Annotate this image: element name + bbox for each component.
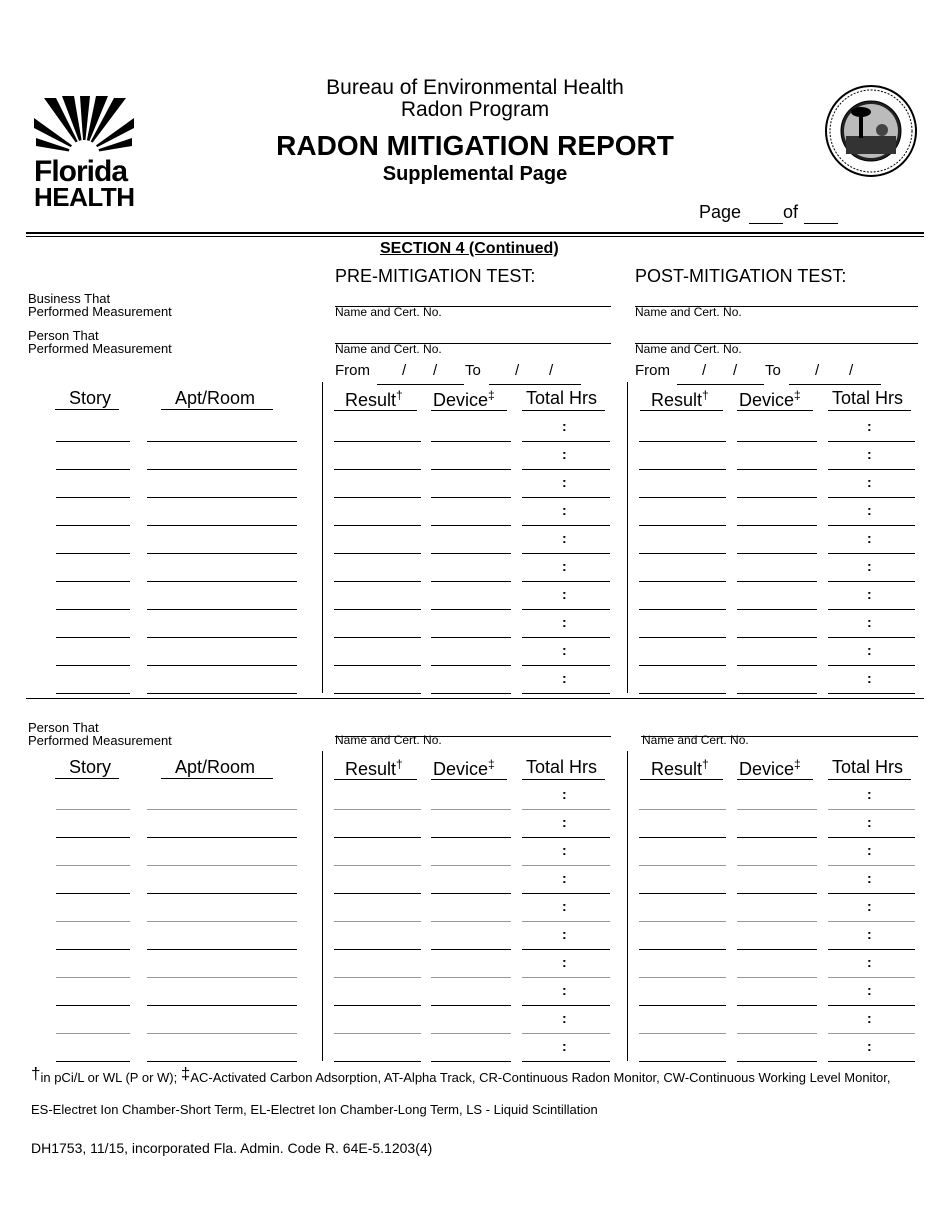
story-input-1-7[interactable] <box>56 585 130 610</box>
apt-input-1-5[interactable] <box>147 529 297 554</box>
pre-col-device-2 <box>433 757 495 780</box>
pre-device-input-1-5[interactable] <box>431 529 511 554</box>
story-input-1-1[interactable] <box>56 417 130 442</box>
post-total-colon-1-5: : <box>867 530 872 546</box>
pre-device-input-1-9[interactable] <box>431 641 511 666</box>
pre-device-input-1-1[interactable] <box>431 417 511 442</box>
program-name: Radon Program <box>400 98 550 121</box>
pre-business-caption: Name and Cert. No. <box>335 305 442 319</box>
apt-input-2-8[interactable] <box>147 981 297 1006</box>
section-label: SECTION 4 (Continued) <box>380 240 559 257</box>
pre-col-total-1: Total Hrs <box>526 388 598 408</box>
pre-from-date-input[interactable] <box>377 360 464 385</box>
post-person-caption-2: Name and Cert. No. <box>642 733 749 747</box>
pre-result-input-2-2[interactable] <box>334 813 421 838</box>
post-from-slash-1: / <box>702 362 707 379</box>
pre-total-colon-1-5: : <box>562 530 567 546</box>
pre-result-input-2-4[interactable] <box>334 869 421 894</box>
post-result-input-2-9[interactable] <box>639 1009 726 1034</box>
pre-result-input-1-5[interactable] <box>334 529 421 554</box>
pre-person-name-input[interactable] <box>335 319 611 344</box>
apt-input-1-1[interactable] <box>147 417 297 442</box>
post-device-underline-2 <box>737 779 813 780</box>
story-input-1-4[interactable] <box>56 501 130 526</box>
apt-input-2-2[interactable] <box>147 813 297 838</box>
post-total-colon-1-7: : <box>867 586 872 602</box>
person-label-2-line1: Person That <box>28 720 99 735</box>
pre-total-colon-2-5: : <box>562 898 567 914</box>
story-input-2-10[interactable] <box>56 1037 130 1062</box>
pre-total-underline-2 <box>522 779 605 780</box>
pre-result-input-1-8[interactable] <box>334 613 421 638</box>
page-subtitle: Supplemental Page <box>382 163 568 185</box>
person-label-line2: Performed Measurement <box>28 341 172 356</box>
post-total-colon-2-1: : <box>867 786 872 802</box>
footnote-ddagger: ‡ <box>180 1064 191 1083</box>
pre-total-colon-2-6: : <box>562 926 567 942</box>
apt-input-1-2[interactable] <box>147 445 297 470</box>
post-device-text-1: Device <box>739 390 795 410</box>
post-result-input-2-1[interactable] <box>639 785 726 810</box>
post-from-label: From <box>635 362 670 379</box>
apt-input-2-3[interactable] <box>147 841 297 866</box>
bureau-name: Bureau of Environmental Health <box>326 76 624 99</box>
post-device-input-1-2[interactable] <box>737 445 817 470</box>
apt-input-1-6[interactable] <box>147 557 297 582</box>
post-total-colon-2-8: : <box>867 982 872 998</box>
post-device-input-2-10[interactable] <box>737 1037 817 1062</box>
business-label-line2: Performed Measurement <box>28 304 172 319</box>
pre-result-input-2-5[interactable] <box>334 897 421 922</box>
pre-total-colon-1-9: : <box>562 642 567 658</box>
pre-device-input-2-8[interactable] <box>431 981 511 1006</box>
post-total-underline-1 <box>828 410 911 411</box>
footnote-1 <box>31 1064 891 1085</box>
pre-result-input-2-10[interactable] <box>334 1037 421 1062</box>
post-result-input-1-6[interactable] <box>639 557 726 582</box>
story-input-1-6[interactable] <box>56 557 130 582</box>
pre-total-colon-1-1: : <box>562 418 567 434</box>
post-business-caption: Name and Cert. No. <box>635 305 742 319</box>
pre-result-sup-2: † <box>396 757 403 771</box>
story-input-2-4[interactable] <box>56 869 130 894</box>
post-device-input-2-1[interactable] <box>737 785 817 810</box>
post-result-input-2-5[interactable] <box>639 897 726 922</box>
story-input-1-9[interactable] <box>56 641 130 666</box>
pre-person-caption-2: Name and Cert. No. <box>335 733 442 747</box>
post-device-input-2-7[interactable] <box>737 953 817 978</box>
post-total-colon-2-10: : <box>867 1038 872 1054</box>
pre-device-text-2: Device <box>433 759 489 779</box>
page-total-input[interactable] <box>804 202 838 224</box>
form-identifier: DH1753, 11/15, incorporated Fla. Admin. Code R. 64E-5.1203(4) <box>31 1140 433 1156</box>
pre-total-colon-1-7: : <box>562 586 567 602</box>
post-device-input-2-3[interactable] <box>737 841 817 866</box>
footnote-1b: AC-Activated Carbon Adsorption, AT-Alpha Track, CR-Continuous Radon Monitor, CW-Continuous Working Level Monitor, <box>190 1070 891 1085</box>
post-result-input-2-6[interactable] <box>639 925 726 950</box>
post-result-input-2-2[interactable] <box>639 813 726 838</box>
col-header-story-2 <box>55 757 119 779</box>
apt-input-2-1[interactable] <box>147 785 297 810</box>
post-device-input-1-5[interactable] <box>737 529 817 554</box>
post-result-input-1-10[interactable] <box>639 669 726 694</box>
story-input-1-8[interactable] <box>56 613 130 638</box>
pre-device-input-2-2[interactable] <box>431 813 511 838</box>
header-divider-2 <box>26 236 924 237</box>
footnote-dagger: † <box>31 1064 41 1083</box>
post-result-input-1-5[interactable] <box>639 529 726 554</box>
pre-to-label: To <box>465 362 481 379</box>
pre-vertical-divider-2 <box>322 751 323 1061</box>
post-col-device-1 <box>739 388 801 411</box>
story-input-2-2[interactable] <box>56 813 130 838</box>
story-input-2-8[interactable] <box>56 981 130 1006</box>
pre-total-colon-1-4: : <box>562 502 567 518</box>
post-result-input-1-2[interactable] <box>639 445 726 470</box>
post-device-text-2: Device <box>739 759 795 779</box>
pre-result-input-1-1[interactable] <box>334 417 421 442</box>
pre-result-text-2: Result <box>345 759 397 779</box>
pre-col-result-2 <box>345 757 403 780</box>
pre-result-input-2-8[interactable] <box>334 981 421 1006</box>
footnote-1a: in pCi/L or WL (P or W); <box>40 1070 178 1085</box>
story-input-2-9[interactable] <box>56 1009 130 1034</box>
pre-device-sup-2: ‡ <box>488 757 495 771</box>
pre-device-input-1-2[interactable] <box>431 445 511 470</box>
post-device-input-1-3[interactable] <box>737 473 817 498</box>
apt-input-1-8[interactable] <box>147 613 297 638</box>
person-label-line1: Person That <box>28 328 99 343</box>
post-result-input-1-1[interactable] <box>639 417 726 442</box>
pre-result-text-1: Result <box>345 390 397 410</box>
post-device-input-2-8[interactable] <box>737 981 817 1006</box>
pre-device-sup-1: ‡ <box>488 388 495 402</box>
post-result-underline-1 <box>640 410 723 411</box>
pre-total-colon-1-8: : <box>562 614 567 630</box>
post-col-result-1 <box>651 388 709 411</box>
pre-device-input-2-3[interactable] <box>431 841 511 866</box>
person-label <box>28 329 172 355</box>
post-device-underline-1 <box>737 410 813 411</box>
pre-total-colon-2-9: : <box>562 1010 567 1026</box>
post-result-text-1: Result <box>651 390 703 410</box>
pre-result-underline-1 <box>334 410 417 411</box>
post-result-input-1-3[interactable] <box>639 473 726 498</box>
apt-input-2-6[interactable] <box>147 925 297 950</box>
pre-result-input-2-1[interactable] <box>334 785 421 810</box>
story-input-2-3[interactable] <box>56 841 130 866</box>
logo-text-health: HEALTH <box>34 182 135 212</box>
post-device-input-1-1[interactable] <box>737 417 817 442</box>
post-device-input-1-6[interactable] <box>737 557 817 582</box>
pre-total-colon-2-7: : <box>562 954 567 970</box>
pre-from-slash-1: / <box>402 362 407 379</box>
pre-device-input-1-3[interactable] <box>431 473 511 498</box>
story-input-1-5[interactable] <box>56 529 130 554</box>
apt-input-1-7[interactable] <box>147 585 297 610</box>
page-of-label: of <box>783 202 799 222</box>
pre-total-colon-2-1: : <box>562 786 567 802</box>
pre-result-input-1-6[interactable] <box>334 557 421 582</box>
page-title: RADON MITIGATION REPORT <box>276 130 674 161</box>
pre-device-input-2-5[interactable] <box>431 897 511 922</box>
pre-device-input-1-7[interactable] <box>431 585 511 610</box>
col-header-story-text-2: Story <box>55 757 119 779</box>
pre-device-input-2-4[interactable] <box>431 869 511 894</box>
post-total-colon-1-9: : <box>867 642 872 658</box>
post-from-slash-2: / <box>733 362 738 379</box>
person-label-2 <box>28 721 172 747</box>
apt-input-1-3[interactable] <box>147 473 297 498</box>
pre-result-input-2-6[interactable] <box>334 925 421 950</box>
pre-col-device-1 <box>433 388 495 411</box>
pre-col-result-1 <box>345 388 403 411</box>
pre-person-caption: Name and Cert. No. <box>335 342 442 356</box>
post-col-total-2: Total Hrs <box>832 757 904 777</box>
post-result-input-1-4[interactable] <box>639 501 726 526</box>
block-divider <box>26 698 924 699</box>
post-device-input-1-10[interactable] <box>737 669 817 694</box>
post-total-colon-2-5: : <box>867 898 872 914</box>
post-result-underline-2 <box>640 779 723 780</box>
col-header-apt-1 <box>161 388 273 410</box>
post-result-sup-1: † <box>702 388 709 402</box>
pre-total-colon-1-2: : <box>562 446 567 462</box>
post-vertical-divider-1 <box>627 382 628 693</box>
page-label: Page <box>699 202 742 222</box>
pre-device-input-2-1[interactable] <box>431 785 511 810</box>
post-total-colon-2-4: : <box>867 870 872 886</box>
apt-input-1-10[interactable] <box>147 669 297 694</box>
pre-mitigation-title: PRE-MITIGATION TEST: <box>335 266 536 286</box>
post-from-date-input[interactable] <box>677 360 764 385</box>
post-result-input-1-9[interactable] <box>639 641 726 666</box>
post-vertical-divider-2 <box>627 751 628 1061</box>
post-device-input-2-2[interactable] <box>737 813 817 838</box>
pre-to-slash-1: / <box>515 362 520 379</box>
post-total-colon-2-2: : <box>867 814 872 830</box>
post-result-input-2-10[interactable] <box>639 1037 726 1062</box>
pre-device-input-2-7[interactable] <box>431 953 511 978</box>
apt-input-1-4[interactable] <box>147 501 297 526</box>
apt-input-2-4[interactable] <box>147 869 297 894</box>
pre-result-input-1-4[interactable] <box>334 501 421 526</box>
post-col-device-2 <box>739 757 801 780</box>
post-device-input-1-8[interactable] <box>737 613 817 638</box>
post-result-input-2-3[interactable] <box>639 841 726 866</box>
story-input-2-5[interactable] <box>56 897 130 922</box>
post-device-input-2-6[interactable] <box>737 925 817 950</box>
pre-device-input-1-4[interactable] <box>431 501 511 526</box>
pre-device-input-1-10[interactable] <box>431 669 511 694</box>
apt-input-2-7[interactable] <box>147 953 297 978</box>
story-input-1-2[interactable] <box>56 445 130 470</box>
post-to-slash-2: / <box>849 362 854 379</box>
pre-total-colon-1-10: : <box>562 670 567 686</box>
pre-vertical-divider-1 <box>322 382 323 693</box>
post-col-result-2 <box>651 757 709 780</box>
pre-col-total-2: Total Hrs <box>526 757 598 777</box>
story-input-2-6[interactable] <box>56 925 130 950</box>
story-input-2-1[interactable] <box>56 785 130 810</box>
pre-total-colon-1-3: : <box>562 474 567 490</box>
pre-result-input-1-7[interactable] <box>334 585 421 610</box>
post-result-text-2: Result <box>651 759 703 779</box>
post-device-sup-2: ‡ <box>794 757 801 771</box>
apt-input-2-5[interactable] <box>147 897 297 922</box>
logo-text-florida: Florida <box>34 155 128 188</box>
post-total-colon-1-1: : <box>867 418 872 434</box>
pre-device-input-2-10[interactable] <box>431 1037 511 1062</box>
post-device-input-2-4[interactable] <box>737 869 817 894</box>
post-device-input-2-9[interactable] <box>737 1009 817 1034</box>
pre-total-colon-2-8: : <box>562 982 567 998</box>
pre-total-colon-1-6: : <box>562 558 567 574</box>
post-result-input-2-4[interactable] <box>639 869 726 894</box>
story-input-1-3[interactable] <box>56 473 130 498</box>
footnote-2: ES-Electret Ion Chamber-Short Term, EL-Electret Ion Chamber-Long Term, LS - Liquid Scintillation <box>31 1102 598 1117</box>
pre-total-colon-2-4: : <box>562 870 567 886</box>
pre-device-input-2-9[interactable] <box>431 1009 511 1034</box>
pre-device-underline-1 <box>431 410 507 411</box>
pre-result-input-2-9[interactable] <box>334 1009 421 1034</box>
post-total-colon-1-4: : <box>867 502 872 518</box>
person-label-2-line2: Performed Measurement <box>28 733 172 748</box>
post-device-input-1-9[interactable] <box>737 641 817 666</box>
post-to-slash-1: / <box>815 362 820 379</box>
pre-result-sup-1: † <box>396 388 403 402</box>
post-mitigation-title: POST-MITIGATION TEST: <box>635 266 847 286</box>
pre-device-input-1-8[interactable] <box>431 613 511 638</box>
pre-total-underline-1 <box>522 410 605 411</box>
post-person-name-input[interactable] <box>635 319 918 344</box>
post-business-name-input[interactable] <box>635 282 918 307</box>
pre-result-input-2-7[interactable] <box>334 953 421 978</box>
pre-result-input-1-9[interactable] <box>334 641 421 666</box>
post-total-colon-1-10: : <box>867 670 872 686</box>
pre-result-input-1-2[interactable] <box>334 445 421 470</box>
post-result-input-2-8[interactable] <box>639 981 726 1006</box>
post-to-label: To <box>765 362 781 379</box>
post-total-colon-1-8: : <box>867 614 872 630</box>
pre-total-colon-2-2: : <box>562 814 567 830</box>
col-header-story-1 <box>55 388 119 410</box>
pre-result-input-1-10[interactable] <box>334 669 421 694</box>
pre-device-text-1: Device <box>433 390 489 410</box>
pre-to-slash-2: / <box>549 362 554 379</box>
apt-input-1-9[interactable] <box>147 641 297 666</box>
post-total-colon-2-9: : <box>867 1010 872 1026</box>
pre-device-input-2-6[interactable] <box>431 925 511 950</box>
post-result-input-1-8[interactable] <box>639 613 726 638</box>
post-total-colon-1-3: : <box>867 474 872 490</box>
pre-result-underline-2 <box>334 779 417 780</box>
post-total-colon-2-6: : <box>867 926 872 942</box>
post-result-sup-2: † <box>702 757 709 771</box>
pre-to-date-input[interactable] <box>489 360 581 385</box>
col-header-apt-text-2: Apt/Room <box>161 757 273 779</box>
post-total-colon-1-6: : <box>867 558 872 574</box>
post-device-sup-1: ‡ <box>794 388 801 402</box>
apt-input-2-9[interactable] <box>147 1009 297 1034</box>
post-result-input-2-7[interactable] <box>639 953 726 978</box>
pre-result-input-2-3[interactable] <box>334 841 421 866</box>
pre-business-name-input[interactable] <box>335 282 611 307</box>
post-result-input-1-7[interactable] <box>639 585 726 610</box>
page-number-input[interactable] <box>749 202 783 224</box>
pre-total-colon-2-10: : <box>562 1038 567 1054</box>
col-header-story-text-1: Story <box>55 388 119 410</box>
story-input-2-7[interactable] <box>56 953 130 978</box>
col-header-apt-2 <box>161 757 273 779</box>
post-total-colon-1-2: : <box>867 446 872 462</box>
post-col-total-1: Total Hrs <box>832 388 904 408</box>
apt-input-2-10[interactable] <box>147 1037 297 1062</box>
pre-from-label: From <box>335 362 370 379</box>
story-input-1-10[interactable] <box>56 669 130 694</box>
pre-device-underline-2 <box>431 779 507 780</box>
pre-result-input-1-3[interactable] <box>334 473 421 498</box>
pre-device-input-1-6[interactable] <box>431 557 511 582</box>
post-person-caption: Name and Cert. No. <box>635 342 742 356</box>
post-to-date-input[interactable] <box>789 360 881 385</box>
pre-from-slash-2: / <box>433 362 438 379</box>
post-device-input-2-5[interactable] <box>737 897 817 922</box>
business-label-line1: Business That <box>28 291 111 306</box>
post-total-colon-2-7: : <box>867 954 872 970</box>
pre-total-colon-2-3: : <box>562 842 567 858</box>
post-device-input-1-7[interactable] <box>737 585 817 610</box>
col-header-apt-text-1: Apt/Room <box>161 388 273 410</box>
page-number-label <box>699 202 741 223</box>
business-label <box>28 292 172 318</box>
post-total-colon-2-3: : <box>867 842 872 858</box>
post-device-input-1-4[interactable] <box>737 501 817 526</box>
post-total-underline-2 <box>828 779 911 780</box>
header-divider <box>26 232 924 234</box>
